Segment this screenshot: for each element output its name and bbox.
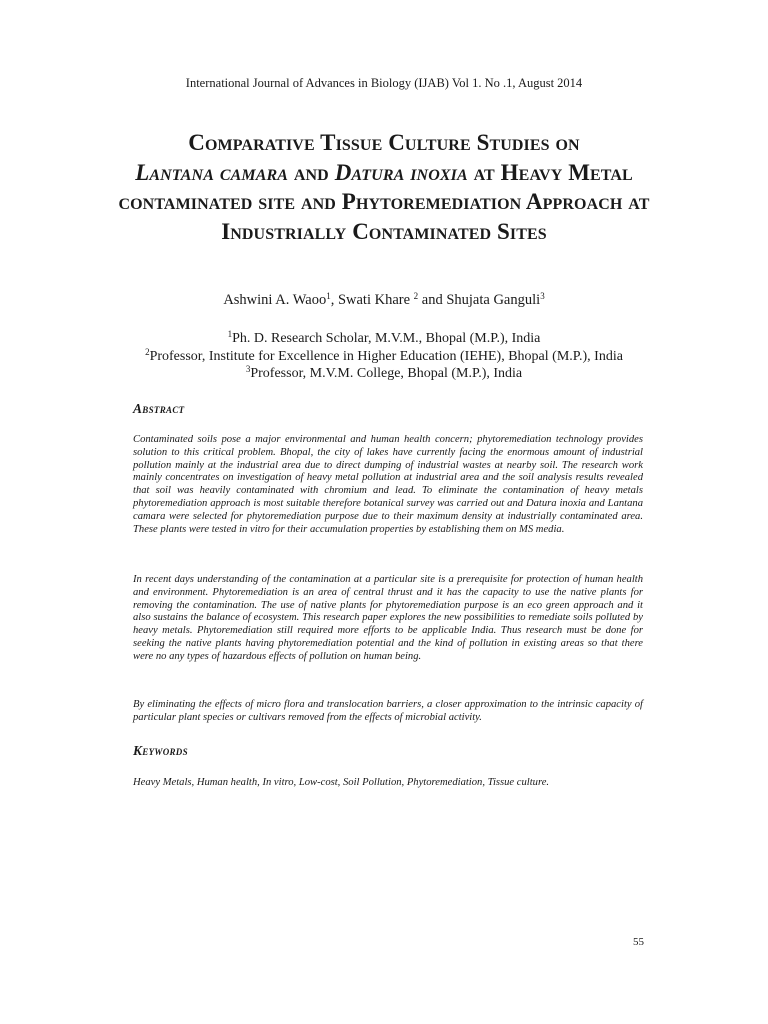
author-sep: , <box>330 292 338 308</box>
affiliation-text: Professor, Institute for Excellence in Higher Education (IEHE), Bhopal (M.P.), India <box>149 348 623 364</box>
abstract-heading: Abstract <box>133 401 185 416</box>
keywords-heading: Keywords <box>133 743 188 758</box>
affiliation-text: Professor, M.V.M. College, Bhopal (M.P.), India <box>250 366 523 381</box>
author-name: Shujata Ganguli <box>446 292 541 308</box>
author-sup: 3 <box>540 291 545 301</box>
affiliation-text: Ph. D. Research Scholar, M.V.M., Bhopal (M.P.), India <box>232 331 541 346</box>
title-species-1: Lantana camara <box>135 159 289 185</box>
author-sep: and <box>418 292 447 308</box>
title-part-1: Comparative Tissue Culture Studies on <box>188 130 580 155</box>
keywords-text: Heavy Metals, Human health, In vitro, Low-cost, Soil Pollution, Phytoremediation, Tissue culture. <box>133 777 550 788</box>
affiliation-sup: 3 <box>245 364 251 374</box>
title-and: and <box>293 159 329 185</box>
affiliation-2 <box>0 348 768 366</box>
affiliation-3 <box>0 365 768 383</box>
title-part-2: at Heavy Metal contaminated site and Phytoremediation Approach at Industrially Contaminated Sites <box>118 159 650 244</box>
abstract-paragraph-1: Contaminated soils pose a major environmental and human health concern; phytoremediation technology provides solution to this critical problem. Bhopal, the city of lakes have currently facing the enormous amount of industrial pollution mainly at the industrial area due to direct dumping of industrial wastes at nearby soil. The research work mainly concentrates on investigation of heavy metal pollution at industrial area and the soil analysis results revealed that soil was heavily contaminated with chromium and lead. To eliminate the contamination of heavy metals phytoremediation approach is most suitable therefore botanical survey was carried out and Datura inoxia and Lantana camara were selected for phytoremediation purpose due to their maximum density at industrially contaminated area. These plants were tested in vitro for their accumulation properties by establishing them on MS media. <box>133 434 643 535</box>
author-name: Swati Khare <box>337 292 414 308</box>
author-sup: 1 <box>326 291 331 301</box>
affiliations <box>0 330 768 383</box>
author-sup: 2 <box>413 291 419 301</box>
affiliation-sup: 1 <box>227 329 233 339</box>
title-species-2: Datura inoxia <box>334 159 468 185</box>
abstract-paragraph-3: By eliminating the effects of micro flora and translocation barriers, a closer approximation to the intrinsic capacity of particular plant species or cultivars removed from the effects of microbial activity. <box>133 699 643 723</box>
journal-header: International Journal of Advances in Biology (IJAB) Vol 1. No .1, August 2014 <box>185 76 583 90</box>
author-name: Ashwini A. Waoo <box>223 292 327 308</box>
author-line <box>0 292 768 309</box>
page-number: 55 <box>633 936 644 948</box>
abstract-paragraph-2: In recent days understanding of the contamination at a particular site is a prerequisite for protection of human health and environment. Phytoremediation is an area of central thrust and it has the capacity to use the native plants for removing the contamination. The use of native plants for phytoremediation purpose is an eco green approach and it also sustains the balance of ecosystem. This research paper explores the new possibilities to remediate soils polluted by heavy metals. Phytoremediation still required more efforts to be applicable India. Thus research must be done for seeking the native plants having phytoremediation potential and the kind of pollution in existing areas so that there were no any types of hazardous effects of pollution on human being. <box>133 574 643 662</box>
paper-title <box>100 128 668 246</box>
affiliation-sup: 2 <box>145 346 150 357</box>
affiliation-1 <box>0 330 768 348</box>
